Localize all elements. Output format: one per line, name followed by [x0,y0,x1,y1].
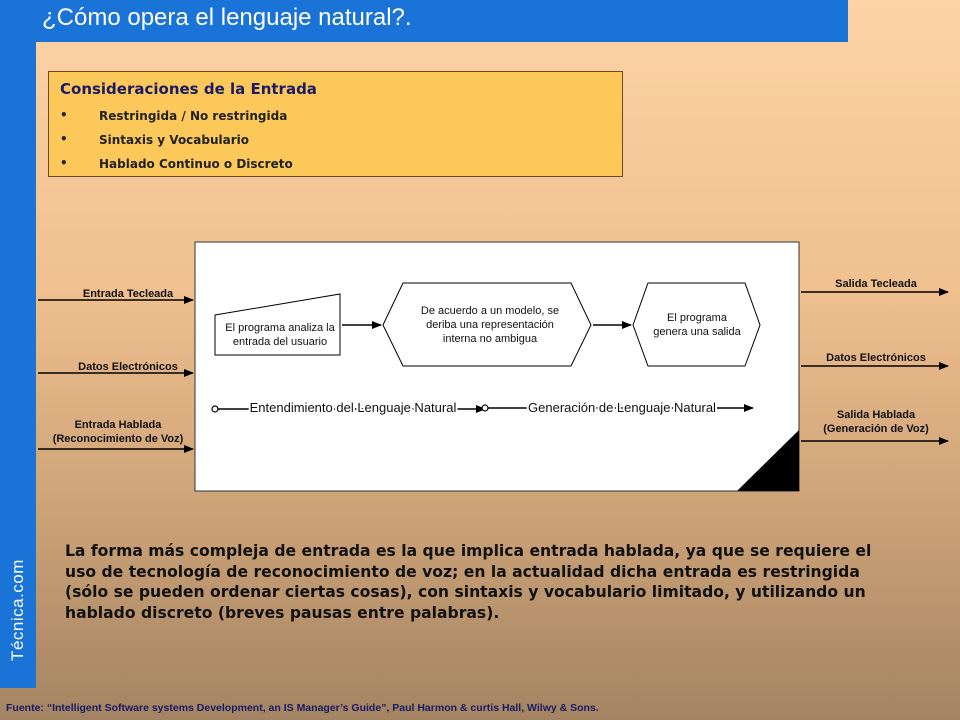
analyze-text-line1: El programa analiza la [225,322,335,334]
page-title: ¿Cómo opera el lenguaje natural?. [42,4,412,31]
considerations-item-label: Restringida / No restringida [99,109,288,123]
output-label-typed: Salida Tecleada [835,278,917,290]
bullet-icon: • [60,156,68,170]
input-label-spoken: Entrada Hablada [74,419,162,431]
sidebar-band [0,0,36,688]
considerations-item [60,109,293,133]
considerations-heading: Consideraciones de la Entrada [60,80,317,98]
understanding-flow-start-icon [212,406,218,412]
input-label-spoken-detail: (Reconocimiento de Voz) [52,433,184,445]
explanation-paragraph: La forma más compleja de entrada es la que implica entrada hablada, ya que se requiere el uso de tecnología de reconocimiento de voz; en la actualidad dicha entrada es restringida (sólo se pueden ordenar ciertas cosas), con sintaxis y vocabulario limitado, y utilizando un hablado discreto (breves pausas entre palabras). [65,542,872,622]
understanding-flow-label: Entendimiento del Lenguaje Natural [249,400,457,415]
generation-flow-start-icon [482,405,488,411]
brand-label: Técnica.com [8,559,27,661]
generate-text-line1: El programa [667,312,727,324]
generate-text-line2: genera una salida [653,326,741,338]
considerations-box [48,71,623,177]
analyze-text-line2: entrada del usuario [232,336,328,348]
input-label-electronic: Datos Electrónicos [78,361,178,373]
represent-text-line1: De acuerdo a un modelo, se [420,305,560,317]
considerations-item-label: Sintaxis y Vocabulario [99,133,250,147]
considerations-item [60,157,293,181]
represent-text-line2: deriba una representación [426,319,554,331]
output-label-spoken: Salida Hablada [836,409,916,421]
considerations-list [60,109,293,181]
considerations-item-label: Hablado Continuo o Discreto [99,157,293,171]
source-citation: Fuente: “Intelligent Software systems Development, an IS Manager’s Guide”, Paul Harmon & curtis Hall, Wilwy & Sons. [6,702,599,714]
bullet-icon: • [60,108,68,122]
bullet-icon: • [60,132,68,146]
generation-flow-label: Generación de Lenguaje Natural [528,400,716,415]
input-label-typed: Entrada Tecleada [82,288,174,300]
title-bar [0,0,848,42]
generate-output-shape [633,283,760,366]
considerations-item [60,133,293,157]
output-label-electronic: Datos Electrónicos [826,352,926,364]
represent-text-line3: interna no ambigua [442,333,538,345]
output-label-spoken-detail: (Generación de Voz) [823,423,929,435]
